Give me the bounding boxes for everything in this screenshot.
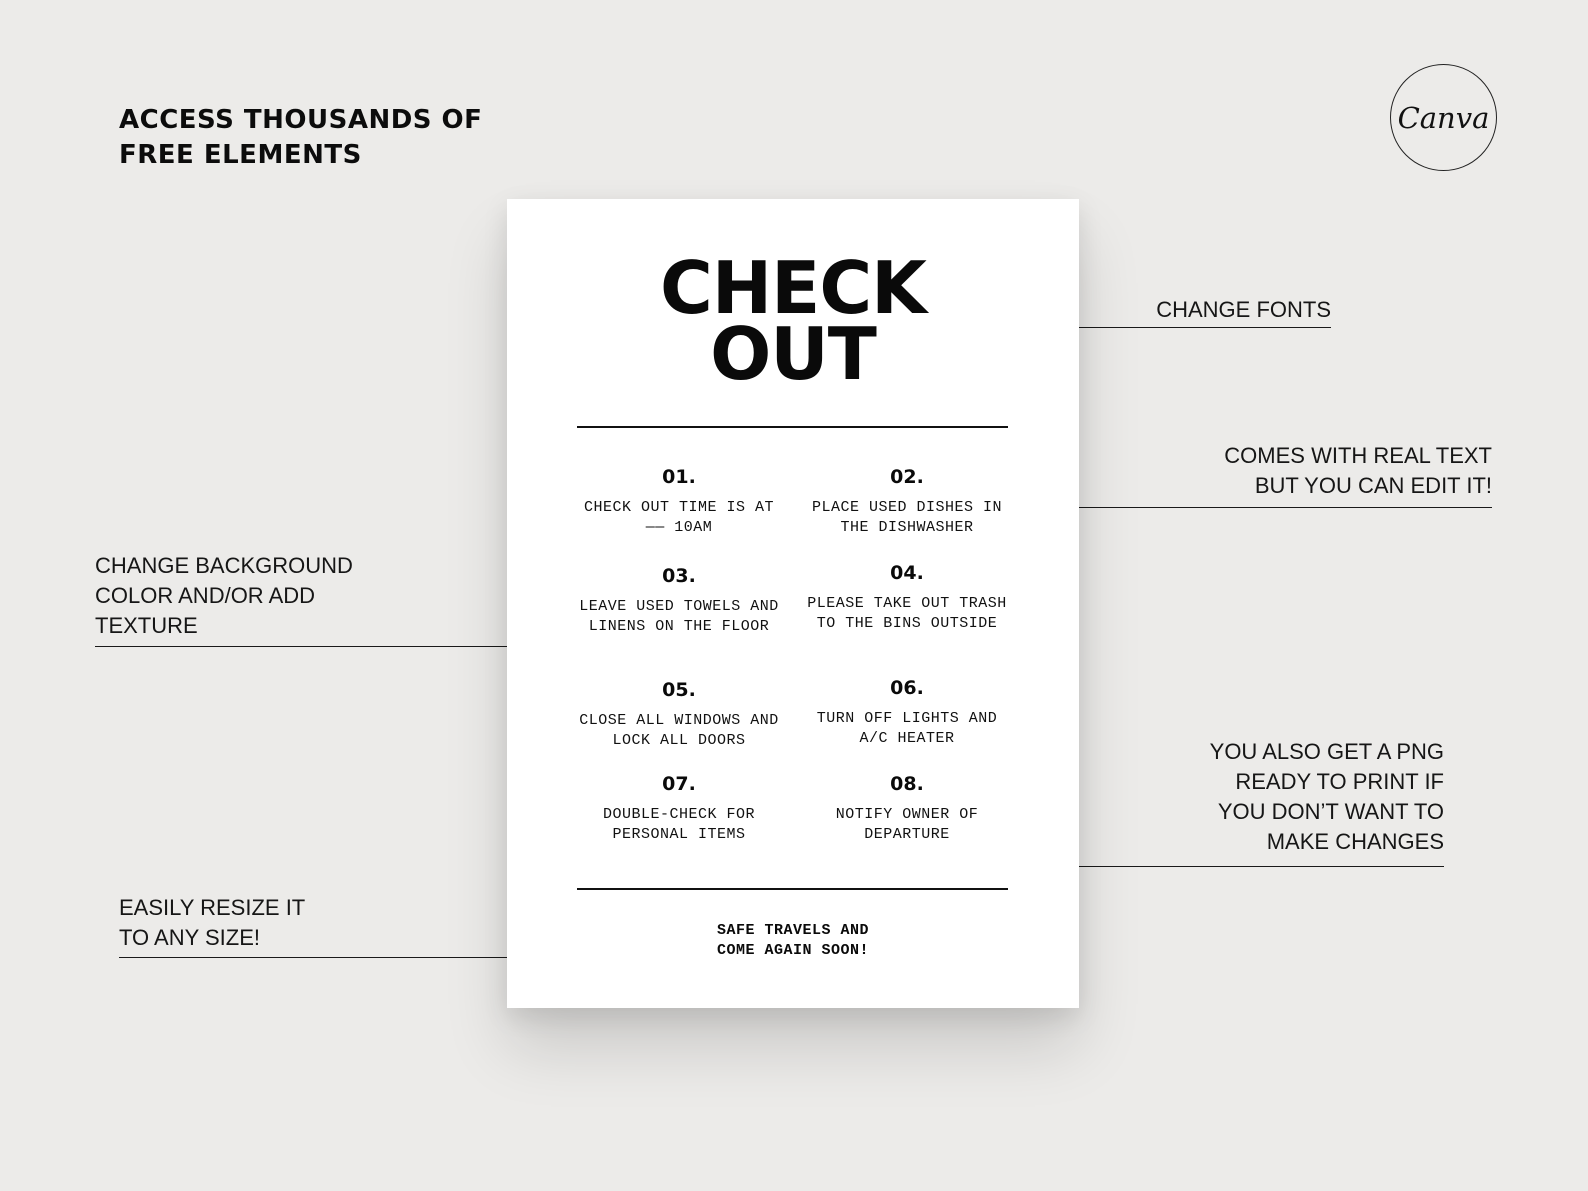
annotation-png-line-4: MAKE CHANGES bbox=[1266, 829, 1444, 854]
annotation-resize-line-2: TO ANY SIZE! bbox=[119, 925, 261, 950]
step-04 bbox=[807, 562, 1007, 634]
sign-title-line-1: CHECK bbox=[660, 246, 926, 330]
step-03 bbox=[579, 565, 779, 637]
annotation-real-text-line-2: BUT YOU CAN EDIT IT! bbox=[1254, 473, 1492, 498]
step-text: CLOSE ALL WINDOWS AND LOCK ALL DOORS bbox=[579, 712, 779, 749]
annotation-background-line-3: TEXTURE bbox=[95, 613, 198, 638]
step-number: 02. bbox=[890, 466, 924, 488]
headline-line-2: FREE ELEMENTS bbox=[119, 140, 362, 170]
step-08 bbox=[807, 773, 1007, 845]
canva-logo bbox=[1390, 64, 1497, 171]
step-number: 05. bbox=[662, 679, 696, 701]
step-text: PLEASE TAKE OUT TRASH TO THE BINS OUTSIDE bbox=[807, 595, 1007, 632]
headline bbox=[119, 103, 482, 173]
annotation-background-line-2: COLOR AND/OR ADD bbox=[95, 583, 316, 608]
step-text: DOUBLE-CHECK FOR PERSONAL ITEMS bbox=[602, 806, 756, 843]
annotation-resize-line-1: EASILY RESIZE IT bbox=[119, 895, 306, 920]
sign-title bbox=[507, 246, 1079, 396]
step-01 bbox=[579, 466, 779, 538]
step-07 bbox=[579, 773, 779, 845]
step-number: 04. bbox=[890, 562, 924, 584]
sign-title-line-2: OUT bbox=[710, 312, 876, 396]
annotation-real-text bbox=[1150, 441, 1492, 501]
annotation-png-line-3: YOU DON’T WANT TO bbox=[1217, 799, 1444, 824]
step-text: PLACE USED DISHES IN THE DISHWASHER bbox=[811, 499, 1003, 536]
canva-logo-text: Canva bbox=[1397, 100, 1490, 135]
top-divider bbox=[577, 426, 1008, 428]
step-05 bbox=[579, 679, 779, 751]
step-number: 07. bbox=[662, 773, 696, 795]
annotation-real-text-line bbox=[1025, 507, 1492, 508]
step-text: CHECK OUT TIME IS AT —— 10AM bbox=[583, 499, 775, 536]
annotation-resize bbox=[119, 893, 379, 953]
annotation-background-line bbox=[95, 646, 560, 647]
bottom-divider bbox=[577, 888, 1008, 890]
annotation-background-line-1: CHANGE BACKGROUND bbox=[95, 553, 353, 578]
step-text: LEAVE USED TOWELS AND LINENS ON THE FLOOR bbox=[579, 598, 779, 635]
headline-line-1: ACCESS THOUSANDS OF bbox=[119, 105, 483, 135]
checkout-sign-document bbox=[507, 199, 1079, 1008]
sign-footer bbox=[507, 921, 1079, 961]
step-number: 06. bbox=[890, 677, 924, 699]
annotation-change-fonts-text: CHANGE FONTS bbox=[1156, 297, 1331, 322]
sign-footer-line-2: COME AGAIN SOON! bbox=[716, 942, 870, 959]
annotation-png-line bbox=[1025, 866, 1444, 867]
step-number: 03. bbox=[662, 565, 696, 587]
step-02 bbox=[807, 466, 1007, 538]
annotation-change-fonts bbox=[1100, 295, 1331, 325]
annotation-background bbox=[95, 551, 395, 641]
step-text: TURN OFF LIGHTS AND A/C HEATER bbox=[816, 710, 998, 747]
step-06 bbox=[807, 677, 1007, 749]
annotation-real-text-line-1: COMES WITH REAL TEXT bbox=[1224, 443, 1492, 468]
annotation-png-line-1: YOU ALSO GET A PNG bbox=[1209, 739, 1444, 764]
annotation-png-line-2: READY TO PRINT IF bbox=[1235, 769, 1444, 794]
step-number: 01. bbox=[662, 466, 696, 488]
sign-footer-line-1: SAFE TRAVELS AND bbox=[716, 922, 870, 939]
step-text: NOTIFY OWNER OF DEPARTURE bbox=[835, 806, 979, 843]
step-number: 08. bbox=[890, 773, 924, 795]
annotation-png bbox=[1150, 737, 1444, 857]
annotation-resize-line bbox=[119, 957, 560, 958]
